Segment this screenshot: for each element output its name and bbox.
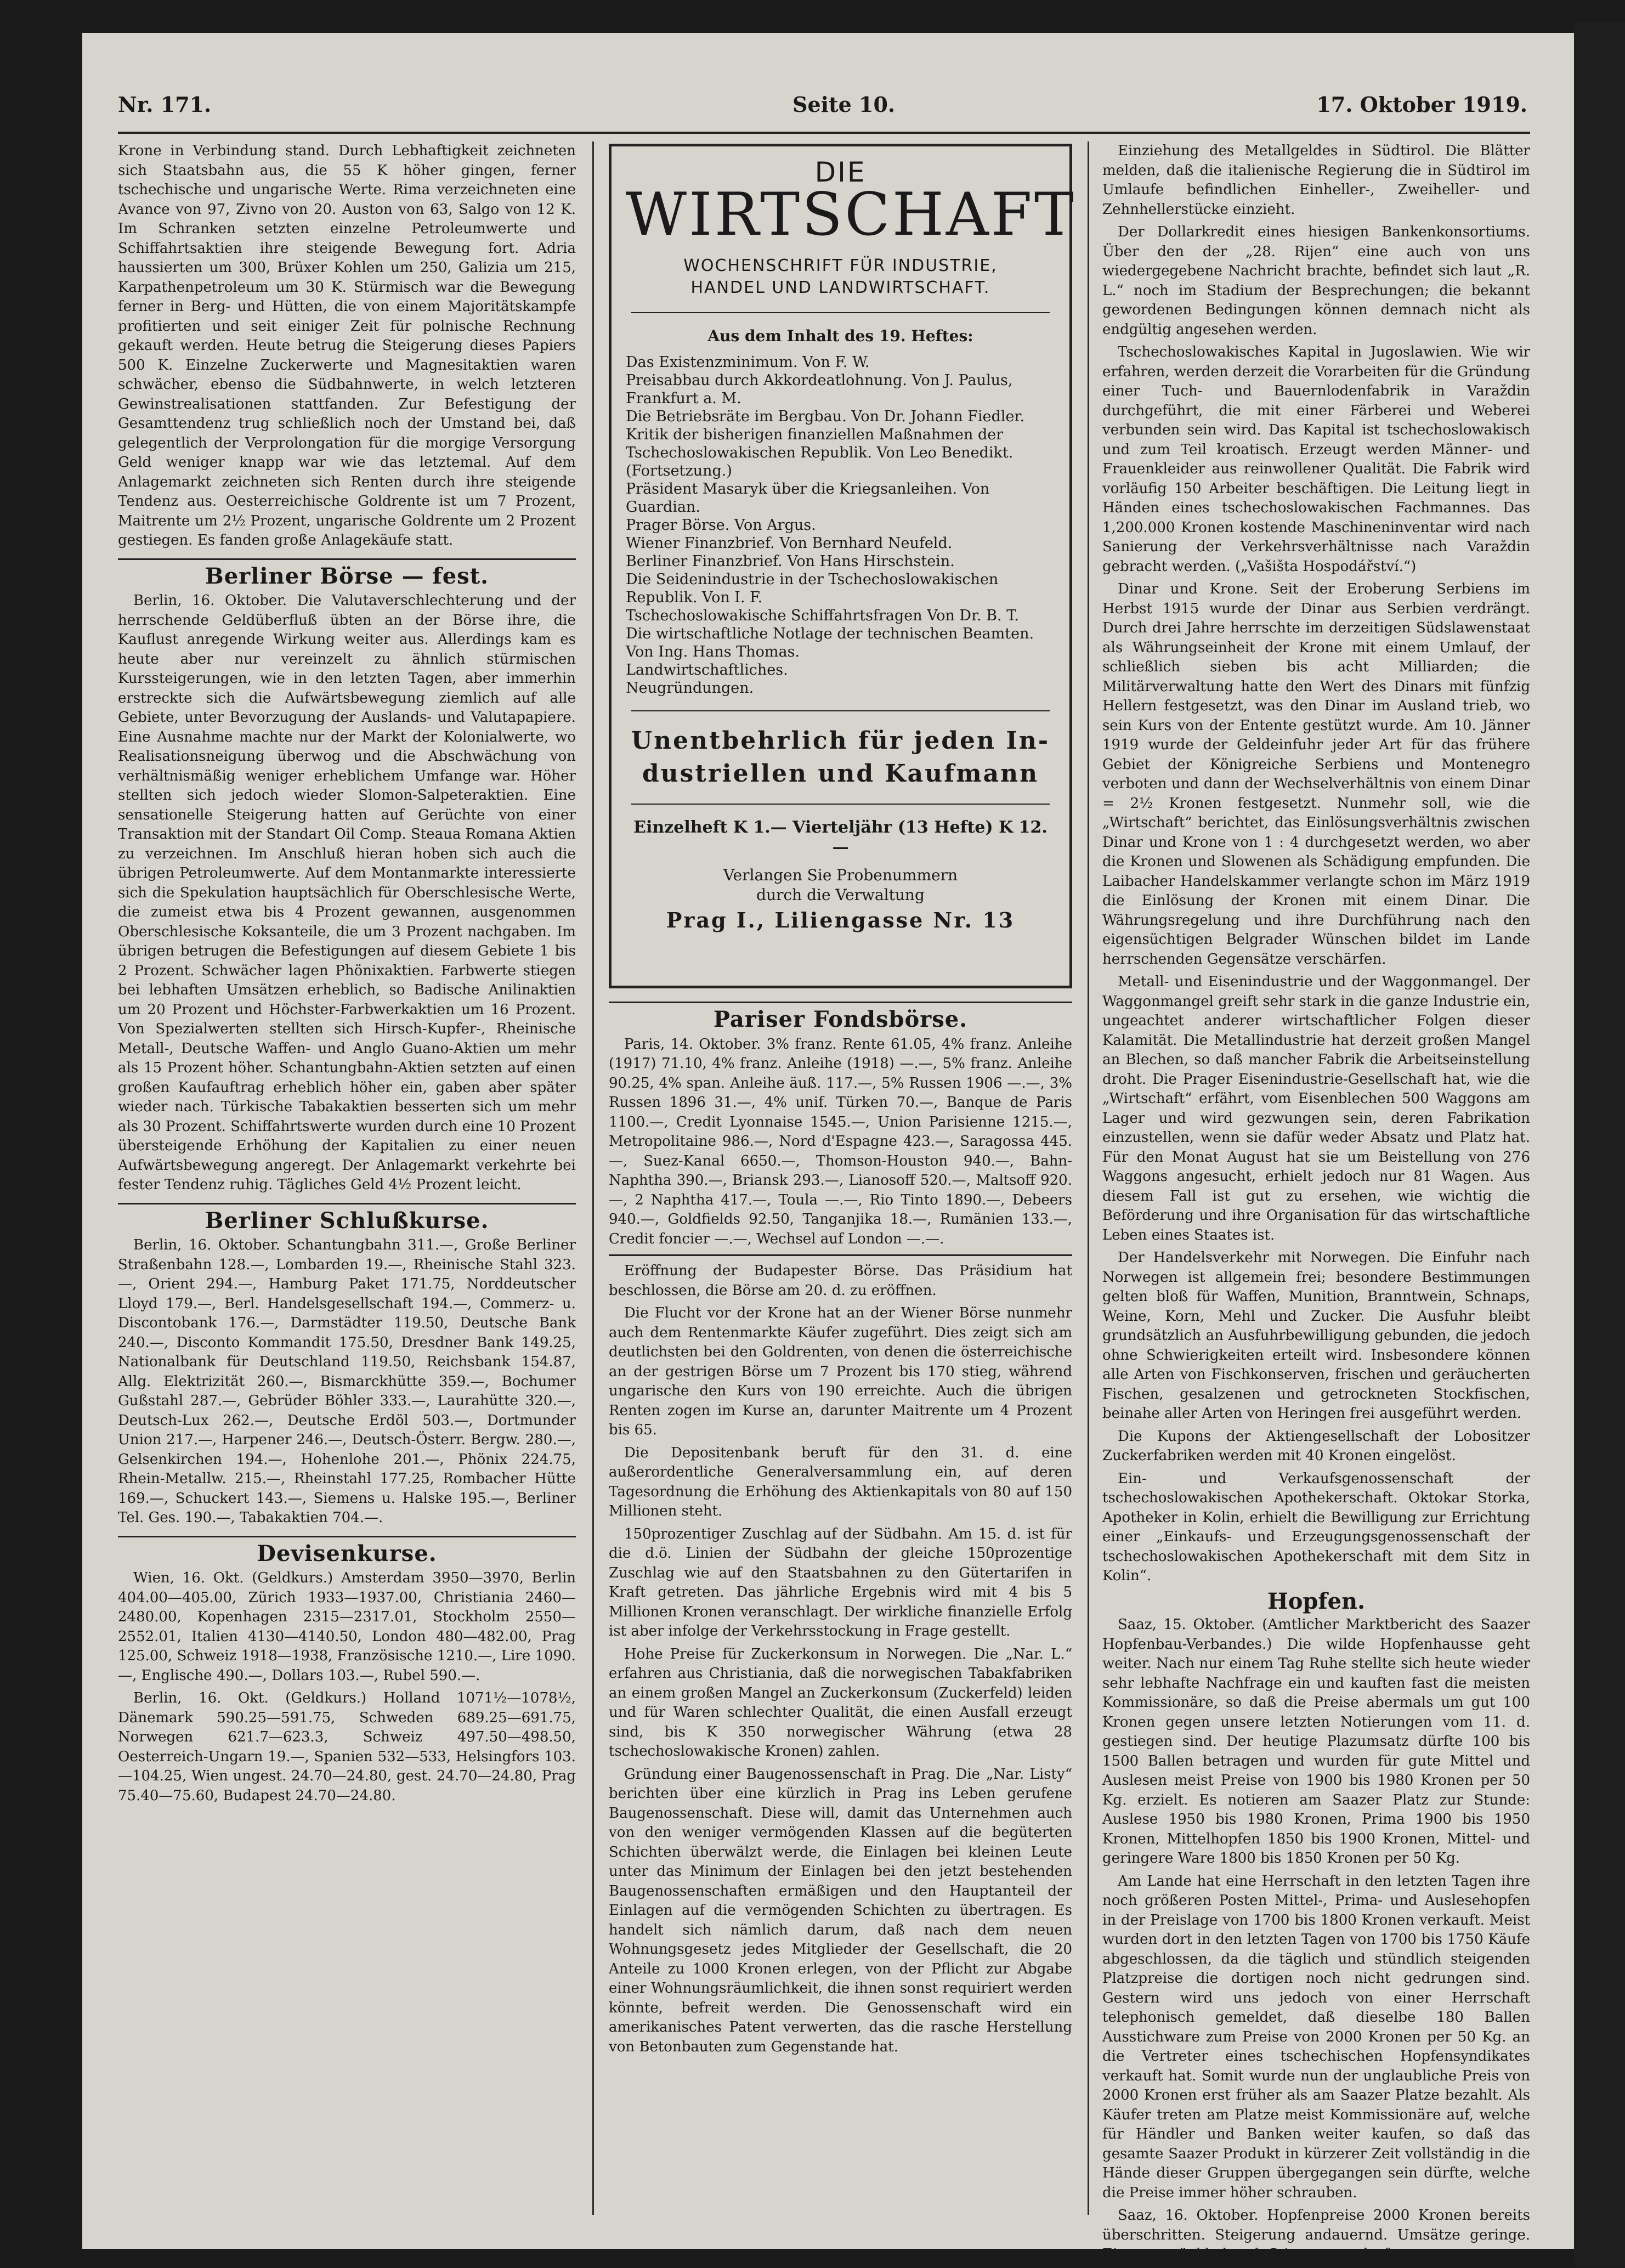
ad-divider	[631, 312, 1050, 313]
article-waggonmangel: Metall- und Eisenindustrie und der Waggonmangel. Der Waggonmangel greift sehr stark in die ganze Industrie ein, ungeachtet anderer wirtschaftlicher Folgen dieser Kalamität. Die Metallindustrie hat derzeit großen Mangel an Blechen, so daß mancher Fabrik die Arbeitseinstellung droht. Die Prager Eisenindustrie-Gesellschaft hat, wie die „Wirtschaft“ erfährt, vom Eisenblechen 500 Waggons am Lager und wird gezwungen sein, deren Fabrikation einzustellen, wenn sie dafür weder Absatz und Platz hat. Für den Monat August hat sie um Beistellung von 276 Waggons angesucht, erhielt jedoch nur 81 Wagen. Aus diesem Fall ist gut zu ersehen, wie wichtig die Beförderung und ihre Organisation für das wirtschaftliche Leben eines Staates ist.	[1102, 974, 1530, 1243]
article-budapest: Eröffnung der Budapester Börse. Das Präsidium hat beschlossen, die Börse am 20. d. zu eröffnen.	[609, 1263, 1072, 1299]
ad-title: WIRTSCHAFT	[626, 180, 1076, 249]
article-devisen-berlin: Berlin, 16. Okt. (Geldkurs.) Holland 1071½—1078½, Dänemark 590.25—591.75, Schweden 689.25—691.75, Norwegen 621.7—623.3, Schweiz 497.50—498.50, Oesterreich-Ungarn 19.—, Spanien 532—533, Helsingfors 103.—104.25, Wien ungest. 24.70—24.80, gest. 24.70—24.80, Prag 75.40—75.60, Budapest 24.70—24.80.	[118, 1690, 576, 1804]
ad-toc-item: Landwirtschaftliches.	[626, 661, 788, 678]
ad-toc	[626, 353, 1055, 697]
article-kapital-jugoslawien: Tschechoslowakisches Kapital in Jugoslawien. Wie wir erfahren, werden derzeit die Vorarbeiten für die Gründung einer Tuch- und Bauernlodenfabrik in Varaždin durchgeführt, die mit einer Färberei und Weberei verbunden sein wird. Das Kapital ist tschechoslowakisch und zum Teil kroatisch. Erzeugt werden Männer- und Frauenkleider aus reinwollener Qualität. Die Fabrik wird vorläufig 150 Arbeiter beschäftigen. Die Leitung liegt in Händen eines tschechoslowakischen Fachmannes. Das 1,200.000 Kronen kostende Maschineninventar wird nach Sanierung der Verkehrsverhältnisse nach Varaždin gebracht werden. („Vašišta Hospodářství.“)	[1102, 344, 1530, 575]
heading-pariser-fondsboerse: Pariser Fondsbörse.	[609, 1002, 1072, 1030]
ad-die: DIE	[814, 156, 867, 188]
article-berliner-boerse: Berlin, 16. Oktober. Die Valutaverschlechterung und der herrschende Geldüberfluß übten an der Börse ihre, die Kauflust anregende Wirkung weiter aus. Allerdings kam es heute aber nur vereinzelt zu ähnlich stürmischen Kurssteigerungen, wie in den letzten Tagen, aber immerhin erstreckte sich die Aufwärtsbewegung ziemlich auf alle Gebiete, unter Bevorzugung der Auslands- und Valutapapiere. Eine Ausnahme machte nur der Markt der Kolonialwerte, wo Realisationsneigung überwog und die Abschwächung von verhältnismäßig weniger erheblichem Umfange war. Höher stellten sich jedoch wieder Slomon-Salpeteraktien. Eine sensationelle Steigerung hatten auf Gerüchte von einer Transaktion mit der Standart Oil Comp. Steaua Romana Aktien zu verzeichnen. Im Anschluß hieran hoben sich auch die übrigen Petroleumwerte. Auf dem Montanmarkte interessierte sich die Spekulation hauptsächlich für Oberschlesische Werte, die zumeist etwa bis 4 Prozent gewannen, ausgenommen Oberschlesische Koksanteile, die um 3 Prozent nachgaben. Im übrigen betrugen die Befestigungen auf diesem Gebiete 1 bis 2 Prozent. Schwächer lagen Phönixaktien. Farbwerte stiegen bei lebhaften Umsätzen erheblich, so Badische Anilinaktien um 20 Prozent und Höchster-Farbwerkaktien um 16 Prozent. Von Spezialwerten stellten sich Hirsch-Kupfer-, Rheinische Metall-, Deutsche Waffen- und Anglo Guano-Aktien um mehr als 15 Prozent höher. Schantungbahn-Aktien setzten auf einen großen Kaufauftrag erheblich höher ein, gaben aber später wieder nach. Türkische Tabakaktien besserten sich um mehr als 30 Prozent. Schiffahrtswerte wurden durch eine 10 Prozent übersteigende Erhöhung der Kapitalien zu einer neuen Aufwärtsbewegung angeregt. Der Anlagemarkt verkehrte bei fester Tendenz ruhig. Tägliches Geld 4½ Prozent leicht.	[118, 592, 576, 1193]
issue-date: 17. Oktober 1919.	[1316, 92, 1527, 117]
article-handelsverkehr-norwegen: Der Handelsverkehr mit Norwegen. Die Einfuhr nach Norwegen ist allgemein frei; besondere Bestimmungen gelten bloß für Waffen, Munition, Branntwein, Schnaps, Weine, Korn, Mehl und Zucker. Die Ausfuhr bleibt grundsätzlich an Ausfuhrbewilligung gebunden, die jedoch ohne Schwierigkeiten erteilt wird. Insbesondere können alle Arten von Fischkonserven, frischen und geräucherten Fischen, gesalzenen und getrockneten Stockfischen, beinahe aller Arten von Heringen frei ausgeführt werden.	[1102, 1249, 1530, 1422]
article-kupons: Die Kupons der Aktiengesellschaft der Lobositzer Zuckerfabriken werden mit 40 Kronen eingelöst.	[1102, 1428, 1530, 1464]
advertisement-wirtschaft	[609, 144, 1076, 988]
article-flucht-krone: Die Flucht vor der Krone hat an der Wiener Börse nunmehr auch dem Rentenmarkte Käufer zugeführt. Dies zeigt sich am deutlichsten bei den Goldrenten, von denen die österreichische an der gestrigen Börse um 7 Prozent bis 170 stieg, während ungarische den Kurs von 190 erreichte. Auch die übrigen Renten zogen im Kurse an, darunter Maitrente um 4 Prozent bis 65.	[609, 1305, 1072, 1438]
divider	[609, 1254, 1072, 1256]
article-baugenossenschaft: Gründung einer Baugenossenschaft in Prag. Die „Nar. Listy“ berichten über eine kürzlich in Prag ins Leben gerufene Baugenossenschaft. Diese will, damit das Unternehmen auch von den weniger vermögenden Klassen auf die begüterten Schichten überwälzt werde, die Einlagen bei kleinen Leute unter das Minimum der Einlagen bei den jetzt bestehenden Baugenossenschaften ermäßigen und den Hauptanteil der Einlagen auf die vermögenden Schichten zu übertragen. Es handelt sich nämlich darum, daß nach dem neuen Wohnungsgesetz jedes Mitglieder der Gesellschaft, die 20 Anteile zu 1000 Kronen erlegen, von der Pflicht zur Abgabe einer Wohnungsräumlichkeit, die ihnen sonst requiriert werden könnte, befreit werden. Die Genossenschaft wird ein amerikanisches Patent verwerten, das die rasche Herstellung von Betonbauten zum Gegenstande hat.	[609, 1766, 1072, 2055]
heading-devisenkurse: Devisenkurse.	[118, 1536, 576, 1564]
ad-slogan-line-2: dustriellen und Kaufmann	[642, 760, 1039, 788]
ad-toc-item: Die Seidenindustrie in der Tschechoslowakischen Republik. Von I. F.	[626, 571, 999, 606]
ad-toc-item: Die wirtschaftliche Notlage der technischen Beamten. Von Ing. Hans Thomas.	[626, 625, 1034, 660]
ad-order-2: durch die Verwaltung	[756, 886, 925, 904]
page-number: Seite 10.	[792, 92, 896, 117]
ad-toc-item: Kritik der bisherigen finanziellen Maßnahmen der Tschechoslowakischen Republik. Von Leo Benedikt. (Fortsetzung.)	[626, 426, 1013, 479]
ad-tagline-1: WOCHENSCHRIFT FÜR INDUSTRIE,	[683, 256, 998, 275]
scan-edge	[1574, 22, 1625, 2267]
ad-toc-heading: Aus dem Inhalt des 19. Heftes:	[707, 326, 973, 345]
column-rule-2	[1088, 142, 1089, 2215]
article-norwegen-zucker: Hohe Preise für Zuckerkonsum in Norwegen. Die „Nar. L.“ erfahren aus Christiania, daß die norwegischen Tabakfabriken an einem großen Mangel an Zuckerkonsum (Zuckerfeld) leiden und für Waren schlechter Qualität, die einen Ausfall erzeugt sind, bis K 350 norwegischer Währung (etwa 28 tschechoslowakische Kronen) zahlen.	[609, 1645, 1072, 1760]
article-hopfen-saaz-15: Saaz, 15. Oktober. (Amtlicher Marktbericht des Saazer Hopfenbau-Verbandes.) Die wilde Hopfenhausse geht weiter. Nach nur einem Tag Ruhe stellte sich heute wieder sehr lebhafte Nachfrage ein und kauften fast die meisten Kommissionäre, so daß die Preise abermals um gut 100 Kronen gegen unsere letzten Notierungen vom 11. d. gestiegen sind. Der heutige Plazumsatz dürfte 100 bis 1500 Ballen betragen und wurden für gute Mittel und Auslesen meist Preise von 1900 bis 1980 Kronen per 50 Kg. erzielt. Es notieren am Saazer Platz zur Stunde: Auslese 1950 bis 1980 Kronen, Prima 1900 bis 1950 Kronen, Mittelhopfen 1850 bis 1900 Kronen, Mittel- und geringere Ware 1800 bis 1850 Kronen per 50 Kg.	[1102, 1616, 1530, 1867]
ad-toc-item: Berliner Finanzbrief. Von Hans Hirschstein.	[626, 553, 955, 570]
article-metallgeld: Einziehung des Metallgeldes in Südtirol. Die Blätter melden, daß die italienische Regierung die in Südtirol im Umlaufe befindlichen Einheller-, Zweiheller- und Zehnhellerstücke einzieht.	[1102, 143, 1530, 218]
ad-toc-item: Präsident Masaryk über die Kriegsanleihen. Von Guardian.	[626, 480, 990, 516]
ad-toc-item: Wiener Finanzbrief. Von Bernhard Neufeld.	[626, 535, 953, 552]
ad-tagline-2: HANDEL UND LANDWIRTSCHAFT.	[690, 278, 990, 297]
page-header	[118, 92, 1527, 125]
ad-order-1: Verlangen Sie Probenummern	[723, 866, 958, 884]
column-middle	[609, 142, 1076, 2060]
article-schlusskurse: Berlin, 16. Oktober. Schantungbahn 311.—, Große Berliner Straßenbahn 128.—, Lombarden 19.—, Rheinische Stahl 323.—, Orient 294.—, Hamburg Paket 171.75, Norddeutscher Lloyd 179.—, Berl. Handelsgesellschaft 194.—, Commerz- u. Discontobank 176.—, Darmstädter 119.50, Deutsche Bank 240.—, Disconto Kommandit 175.50, Dresdner Bank 149.25, Nationalbank für Deutschland 119.50, Reichsbank 154.87, Allg. Elektrizität 260.—, Bismarckhütte 359.—, Bochumer Gußstahl 287.—, Gebrüder Böhler 333.—, Laurahütte 320.—, Deutsch-Lux 262.—, Deutsche Erdöl 503.—, Dortmunder Union 217.—, Harpener 246.—, Deutsch-Österr. Bergw. 280.—, Gelsenkirchen 194.—, Hohenlohe 201.—, Phönix 224.75, Rhein-Metallw. 215.—, Rheinstahl 177.25, Rombacher Hütte 169.—, Schuckert 143.—, Siemens u. Halske 195.—, Berliner Tel. Ges. 190.—, Tabakaktien 704.—.	[118, 1237, 576, 1526]
ad-slogan-line-1: Unentbehrlich für jeden In-	[631, 727, 1050, 755]
article-dollarkredit: Der Dollarkredit eines hiesigen Bankenkonsortiums. Über den der „28. Rijen“ eine auch von uns wiedergegebene Nachricht brachte, befindet sich laut „R. L.“ noch im Stadium der Besprechungen; die bekannt gewordenen Bedingungen können demnach nicht als endgültig angesehen werden.	[1102, 224, 1530, 338]
column-rule-1	[592, 142, 594, 2215]
article-vienna-market: Krone in Verbindung stand. Durch Lebhaftigkeit zeichneten sich Staatsbahn aus, die 55 K höher gingen, ferner tschechische und ungarische Werte. Rima verzeichneten eine Avance von 97, Zivno von 20. Auston von 63, Salgo von 12 K. Im Schranken setzten einzelne Petroleumwerte und Schiffahrtsaktien ihre steigende Bewegung fort. Adria haussierten um 300, Brüxer Kohlen um 250, Galizia um 215, Karpathenpetroleum um 30 K. Stürmisch war die Bewegung ferner in Berg- und Hütten, die von einem Majoritätskampfe profitierten und seit einiger Zeit für polnische Rechnung gekauft werden. Heute betrug die Steigerung dieses Papiers 500 K. Einzelne Zuckerwerte und Magnesitaktien waren schwächer, ebenso die Südbahnwerte, in welch letzteren Gewinstrealisationen stattfanden. Zur Befestigung der Gesamttendenz trug schließlich noch der Umstand bei, daß gelegentlich der Verprolongation für die morgige Versorgung Geld weniger knapp war wie das letztemal. Auf dem Anlagemarkt zeichneten sich Renten durch ihre steigende Tendenz aus. Oesterreichische Goldrente ist um 7 Prozent, Maitrente um 2½ Prozent, ungarische Goldrente um 2 Prozent gestiegen. Es fanden große Anlagekäufe statt.	[118, 143, 576, 548]
column-left	[118, 142, 576, 1809]
column-right	[1102, 142, 1530, 2268]
heading-hopfen: Hopfen.	[1267, 1588, 1366, 1614]
article-hopfen-saaz-16: Saaz, 16. Oktober. Hopfenpreise 2000 Kronen bereits überschritten. Steigerung andauernd. Umsätze geringe. Eigner zurückhaltend. Stimmung sehr fest.	[1102, 2207, 1530, 2263]
heading-berliner-boerse: Berliner Börse — fest.	[118, 558, 576, 586]
article-apothekerschaft: Ein- und Verkaufsgenossenschaft der tschechoslowakischen Apothekerschaft. Oktokar Storka, Apotheker in Kolin, erhielt die Bewilligung zur Errichtung einer „Einkaufs- und Erzeugungsgenossenschaft der tschechoslowakischen Apothekerschaft mit dem Sitz in Kolin“.	[1102, 1470, 1530, 1584]
header-rule	[118, 132, 1530, 134]
ad-toc-item: Neugründungen.	[626, 680, 754, 697]
ad-toc-item: Die Betriebsräte im Bergbau. Von Dr. Johann Fiedler.	[626, 408, 1025, 425]
ad-slogan	[626, 725, 1055, 790]
article-paris: Paris, 14. Oktober. 3% franz. Rente 61.05, 4% franz. Anleihe (1917) 71.10, 4% franz. Anleihe (1918) —.—, 5% franz. Anleihe 90.25, 4% span. Anleihe äuß. 117.—, 5% Russen 1906 —.—, 3% Russen 1896 31.—, 4% unif. Türken 70.—, Banque de Paris 1100.—, Credit Lyonnaise 1545.—, Union Parisienne 1215.—, Metropolitaine 986.—, Nord d'Espagne 423.—, Saragossa 445.—, Suez-Kanal 6650.—, Thomson-Houston 940.—, Bahn-Naphtha 390.—, Briansk 293.—, Lianosoff 520.—, Maltsoff 920.—, 2 Naphtha 417.—, Toula —.—, Rio Tinto 1890.—, Debeers 940.—, Goldfields 92.50, Tanganjika 18.—, Rumänien 133.—, Credit foncier —.—, Wechsel auf London —.—.	[609, 1036, 1072, 1247]
article-dinar-krone: Dinar und Krone. Seit der Eroberung Serbiens im Herbst 1915 wurde der Dinar aus Serbien verdrängt. Durch drei Jahre herrschte im derzeitigen Südslawenstaat als Währungseinheit der Krone mit einem Umlauf, der schließlich sieben bis acht Milliarden; die Militärverwaltung hatte den Wert des Dinars mit fünfzig Hellern festgesetzt, was den Dinar im Ausland trieb, wo sein Kurs von der Entente gestützt wurde. Am 10. Jänner 1919 wurde der Geldeinfuhr jeder Art für das frühere Gebiet der Königreiche Serbiens und Montenegro verboten und dann der Wechselverhältnis von einem Dinar = 2½ Kronen festgesetzt. Nunmehr soll, wie die „Wirtschaft“ berichtet, das Einlösungsverhältnis zwischen Dinar und Krone von 1 : 4 durchgesetzt werden, wo aber die Kronen und Slowenen als Schädigung empfunden. Die Laibacher Handelskammer verlangte schon im März 1919 die Einlösung der Kronen mit einem Dinar. Die Währungsregelung und ihre Durchführung nach den eigensüchtigen Belgrader Wünschen bildet im Lande herrschenden Gegensätze verschärfen.	[1102, 581, 1530, 968]
ad-divider	[631, 710, 1050, 711]
article-devisen-wien: Wien, 16. Okt. (Geldkurs.) Amsterdam 3950—3970, Berlin 404.00—405.00, Zürich 1933—1937.00, Christiania 2460—2480.00, Kopenhagen 2315—2317.01, Stockholm 2550—2552.01, Italien 4130—4140.50, London 480—482.00, Prag 125.00, Schweiz 1918—1938, Französische 1210.—, Lire 1090.—, Englische 490.—, Dollars 103.—, Rubel 590.—.	[118, 1570, 576, 1684]
ad-toc-item: Prager Börse. Von Argus.	[626, 517, 816, 534]
article-depositenbank: Die Depositenbank beruft für den 31. d. eine außerordentliche Generalversammlung ein, auf deren Tagesordnung die Erhöhung des Aktienkapitals von 80 auf 150 Millionen steht.	[609, 1444, 1072, 1519]
article-suedbahn: 150prozentiger Zuschlag auf der Südbahn. Am 15. d. ist für die d.ö. Linien der Südbahn der gleiche 150prozentige Zuschlag wie auf den Staatsbahnen zu den Gütertarifen in Kraft getreten. Das jährliche Ergebnis wird mit 4 bis 5 Millionen Kronen veranschlagt. Der wirkliche finanzielle Erfolg ist aber infolge der Verkehrsstockung in Frage gestellt.	[609, 1525, 1072, 1639]
ad-divider	[631, 804, 1050, 805]
ad-price: Einzelheft K 1.— Vierteljähr (13 Hefte) K 12.—	[633, 818, 1048, 857]
heading-berliner-schlusskurse: Berliner Schlußkurse.	[118, 1203, 576, 1231]
ad-address: Prag I., Liliengasse Nr. 13	[666, 908, 1015, 932]
ad-toc-item: Tschechoslowakische Schiffahrtsfragen Von Dr. B. T.	[626, 607, 1019, 624]
ad-toc-item: Das Existenzminimum. Von F. W.	[626, 354, 870, 371]
issue-number: Nr. 171.	[118, 92, 212, 117]
ad-toc-item: Preisabbau durch Akkordeatlohnung. Von J. Paulus, Frankfurt a. M.	[626, 372, 1013, 407]
article-hopfen-lande: Am Lande hat eine Herrschaft in den letzten Tagen ihre noch größeren Posten Mittel-, Prima- und Auslesehopfen in der Preislage von 1700 bis 1800 Kronen verkauft. Meist wurden dort in den letzten Tagen von 1700 bis 1750 Käufe abgeschlossen, da die täglich und stündlich steigenden Platzpreise die dortigen noch nicht gedrungen sind. Gestern wird uns jedoch von einer Herrschaft telephonisch gemeldet, daß dieselbe 180 Ballen Ausstichware zum Preise von 2000 Kronen per 50 Kg. an die Vertreter eines tschechischen Hopfensyndikates verkauft hat. Somit wurde nun der unglaubliche Preis von 2000 Kronen erst früher als am Saazer Platze bezahlt. Als Käufer treten am Platze meist Kommissionäre auf, welche für Händler und Banken weiter kaufen, so daß das gesamte Saazer Produkt in kürzerer Zeit vollständig in die Hände dieser Gruppen übergegangen sein dürfte, welche die Preise immer höher schrauben.	[1102, 1873, 1530, 2201]
